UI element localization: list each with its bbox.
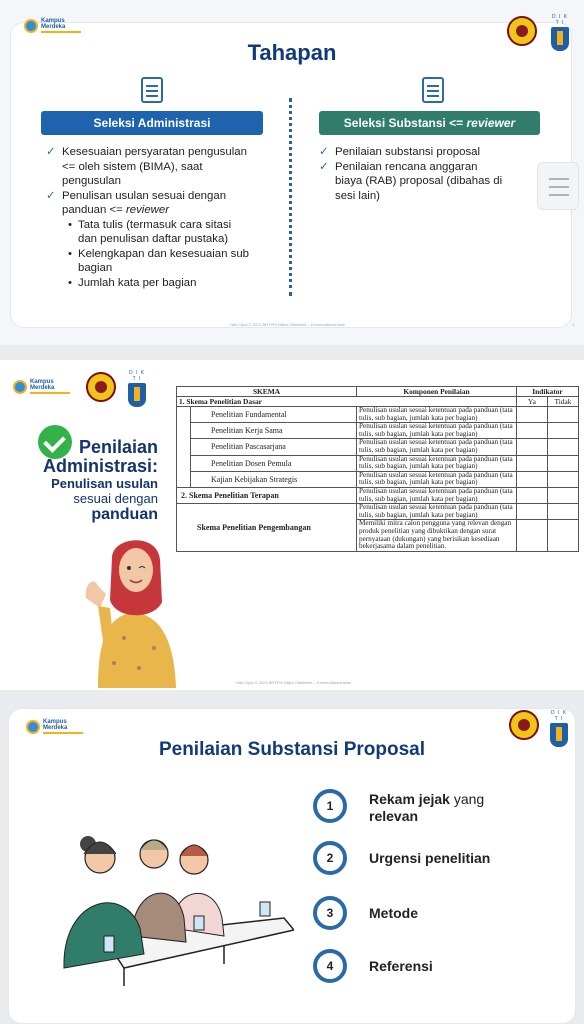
table-row: Penelitian Pascasarjana Penulisan usulan sesuai ketentuan pada panduan (tata tulis, sub bagian, jumlah kata per bagian) [177,439,579,455]
reviewers-illustration [44,818,294,988]
table-row: Kajian Kebijakan Strategis Penulisan usulan sesuai ketentuan pada panduan (tata tulis, sub bagian, jumlah kata per bagian) [177,471,579,487]
table-row: Memiliki mitra calon pengguna yang relevan dengan produk penelitian yang dibuktikan dengan surat pernyataan (dukungan) yang berisikan kesediaan bekerjasama dalam penelitian. [177,520,579,551]
list-item-line: <= oleh sistem (BIMA), saat [62,160,203,173]
list-item-line: pengusulan [62,175,121,187]
penilaian-administrasi-title: Penilaian Administrasi: [42,437,158,476]
dikti-logo: D I K T I [126,370,148,402]
number-badge-3: 3 [313,896,347,930]
page-title: Tahapan [247,40,337,65]
criteria-urgensi: Urgensi penelitian [369,850,491,866]
table-header: Komponen Penilaian [357,387,517,397]
list-item-line: biaya (RAB) proposal (dibahas di [335,175,503,187]
table-row: Penelitian Kerja Sama Penulisan usulan sesuai ketentuan pada panduan (tata tulis, sub bagian, jumlah kata per bagian) [177,423,579,439]
footer-copyright: Hak Cipta © 2023 BRTPM Ditjen Diktiristek – Kemendikbudristek [230,322,345,327]
dikti-logo: D I K T I [548,710,570,742]
list-item-line: bagian [78,262,113,274]
table-header: Ya [517,397,548,407]
administrasi-list [46,145,286,290]
kampus-merdeka-logo: Kampus Merdeka [13,379,70,394]
number-badge-4: 4 [313,949,347,983]
list-item: ✓ Penulisan usulan sesuai dengan [46,189,227,202]
document-search-icon [422,77,444,103]
dotted-divider [289,98,292,296]
slide-tahapan [0,0,584,345]
table-header: SKEMA [177,387,357,397]
slide-gap [0,690,584,708]
footer-copyright: Hak Cipta © 2023 BRTPM Ditjen Diktiristek – Kemendikbudristek [236,680,351,685]
table-group-row: 1. Skema Penelitian Dasar [177,397,517,407]
university-seal-logo [509,710,539,740]
list-item-line: dan penulisan daftar pustaka) [78,233,229,245]
checklist-icon [141,77,163,103]
table-row: 2. Skema Penelitian Terapan Penulisan usulan sesuai ketentuan pada panduan (tata tulis, sub bagian, jumlah kata per bagian) [177,487,579,503]
table-row: Penelitian Dosen Pemula Penulisan usulan sesuai ketentuan pada panduan (tata tulis, sub bagian, jumlah kata per bagian) [177,455,579,471]
kampus-merdeka-logo: Kampus Merdeka [24,18,81,33]
penilaian-administrasi-subtitle: Penulisan usulan sesuai dengan panduan [51,476,158,523]
number-badge-2: 2 [313,841,347,875]
table-header: Indikator [517,387,579,397]
sub-list-item: • Kelengkapan dan kesesuaian sub [68,247,249,260]
dikti-logo: D I K T I [549,14,571,46]
woman-ok-gesture-illustration [84,528,184,688]
sub-list-item: • Jumlah kata per bagian [68,276,197,289]
sub-list-item: • Tata tulis (termasuk cara sitasi [68,218,232,231]
table-row: Skema Penelitian Pengembangan Penulisan usulan sesuai ketentuan pada panduan (tata tulis, sub bagian, jumlah kata per bagian) [177,504,579,520]
slide-gap [0,345,584,360]
list-item-line: sesi lain) [335,189,380,202]
page-number: 1 [572,322,575,327]
list-item: ✓ Penilaian rencana anggaran [319,160,478,173]
list-item-line: panduan <= reviewer [62,204,170,216]
skema-table [176,386,579,552]
criteria-metode: Metode [369,905,418,921]
substansi-list [319,145,539,203]
seleksi-substansi-header: Seleksi Substansi <= reviewer [319,111,540,135]
criteria-rekam-jejak: Rekam jejak yang relevan [369,791,485,824]
table-header: Tidak [548,397,579,407]
list-item: ✓ Kesesuaian persyaratan pengusulan [46,146,247,158]
kampus-merdeka-logo: Kampus Merdeka [26,719,83,734]
list-item: ✓ Penilaian substansi proposal [319,146,481,158]
table-row: Penelitian Fundamental Penulisan usulan sesuai ketentuan pada panduan (tata tulis, sub bagian, jumlah kata per bagian) [177,407,579,423]
criteria-referensi: Referensi [369,958,433,974]
page-title: Penilaian Substansi Proposal [158,739,426,760]
seleksi-administrasi-header: Seleksi Administrasi [41,111,263,135]
menu-icon[interactable] [537,162,579,210]
number-badge-1: 1 [313,789,347,823]
university-seal-logo [86,372,116,402]
